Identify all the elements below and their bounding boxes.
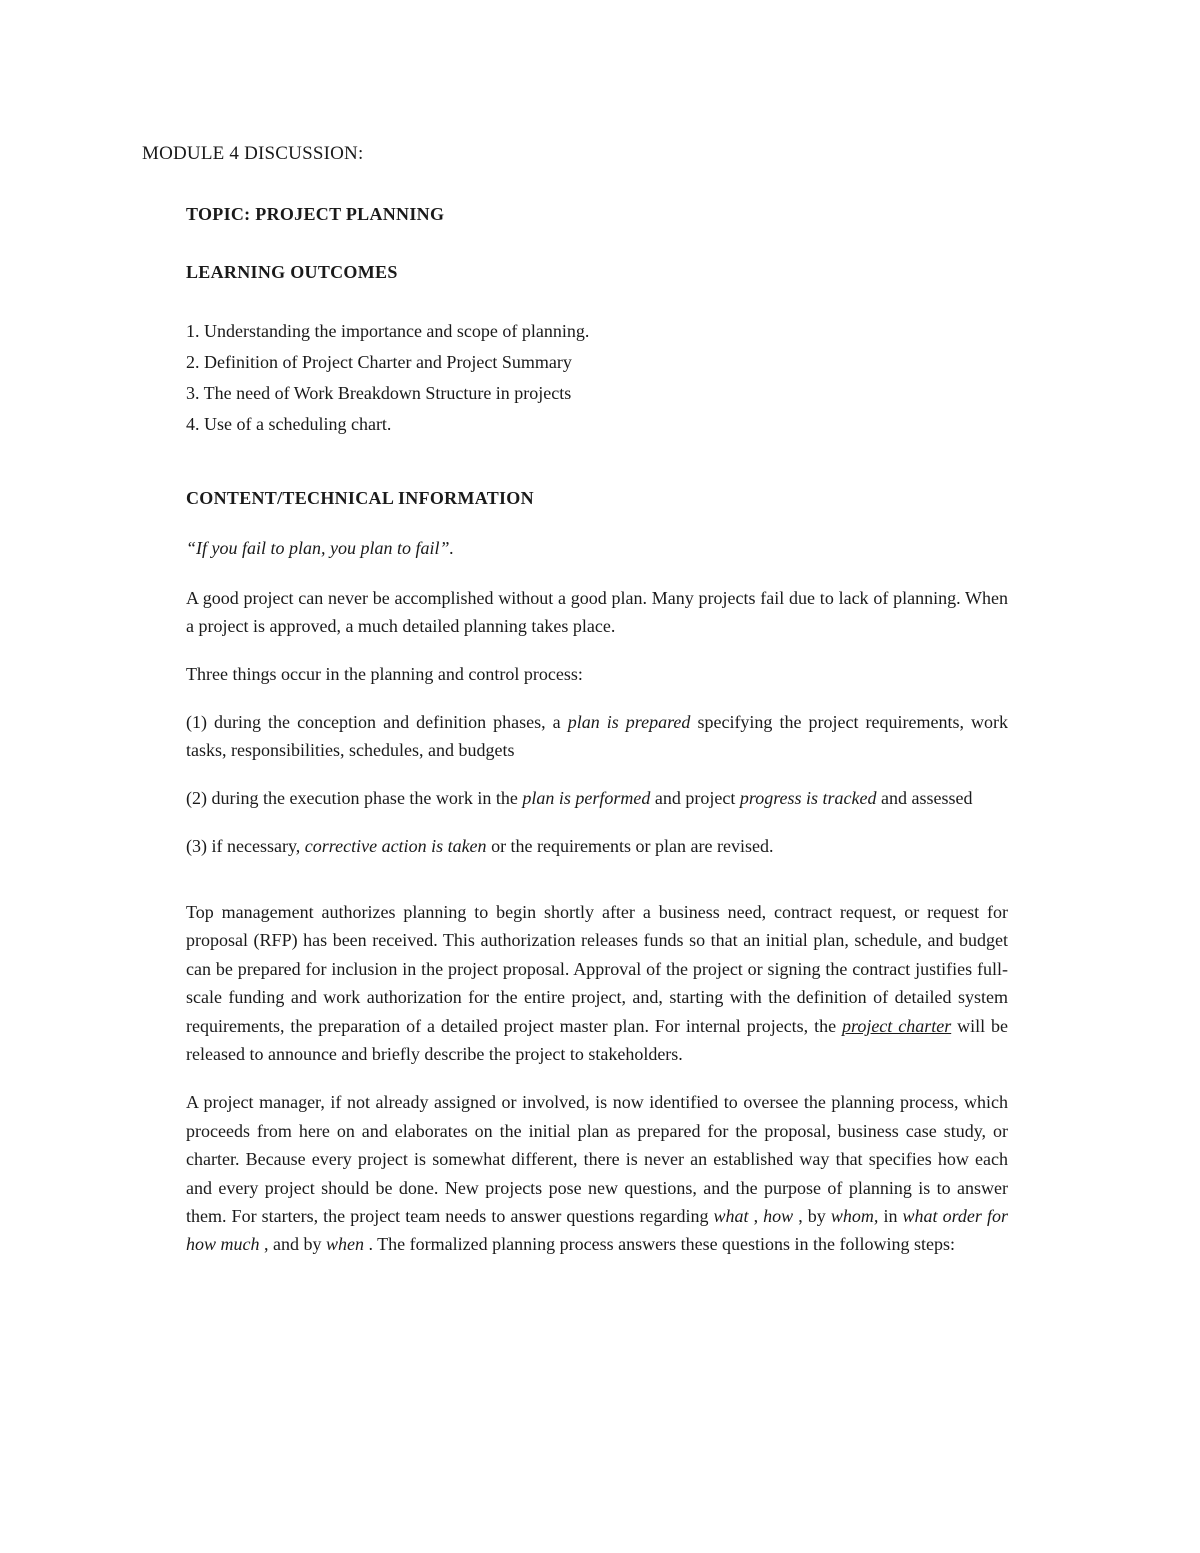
quote: “If you fail to plan, you plan to fail”. bbox=[186, 538, 455, 558]
process-item-1 bbox=[186, 708, 1008, 764]
emphasis-when: when bbox=[326, 1234, 364, 1255]
learning-outcomes-list bbox=[186, 316, 1008, 440]
emphasis: plan is performed bbox=[522, 788, 651, 808]
process-item-2 bbox=[186, 784, 1008, 812]
text-run: Top management authorizes planning to begin shortly after a business need, contract request, or request for proposal (RFP) has been received. This authorization releases funds so that an initial plan, schedule, and budget can be prepared for inclusion in the project proposal. Approval of the project or signing the contract justifies full-scale funding and work authorization for the entire project, and, starting with the definition of detailed system requirements, the preparation of a detailed project master plan. For internal projects, the bbox=[186, 902, 1008, 1036]
topic-heading: TOPIC: PROJECT PLANNING bbox=[186, 204, 445, 224]
text-run: will be released to announce and briefly describe the project to stakeholders. bbox=[186, 1015, 1008, 1065]
learning-outcomes-heading: LEARNING OUTCOMES bbox=[186, 262, 398, 282]
text-run: and project bbox=[650, 788, 740, 808]
list-item: 3. The need of Work Breakdown Structure in projects bbox=[186, 383, 572, 403]
emphasis-order: what order for how much bbox=[186, 1206, 1008, 1255]
emphasis: progress is tracked bbox=[739, 788, 877, 808]
text-run: , bbox=[748, 1206, 764, 1227]
text-run: . The formalized planning process answers these questions in the following steps: bbox=[364, 1234, 956, 1255]
emphasis-how: how bbox=[763, 1206, 794, 1227]
list-item: 4. Use of a scheduling chart. bbox=[186, 414, 392, 434]
text-run: specifying the project requirements, work tasks, responsibilities, schedules, and budgets bbox=[186, 712, 1008, 760]
emphasis: corrective action is taken bbox=[304, 836, 487, 856]
emphasis-whom: whom, bbox=[830, 1206, 879, 1227]
content-heading: CONTENT/TECHNICAL INFORMATION bbox=[186, 488, 534, 508]
text-run: , and by bbox=[259, 1234, 326, 1255]
list-item: 1. Understanding the importance and scope of planning. bbox=[186, 321, 590, 341]
text-run: or the requirements or plan are revised. bbox=[486, 836, 774, 856]
emphasis-what: what bbox=[713, 1206, 749, 1227]
paragraph-intro: A good project can never be accomplished without a good plan. Many projects fail due to lack of planning. When a project is approved, a much detailed planning takes place. bbox=[186, 588, 1008, 636]
text-run: A project manager, if not already assigned or involved, is now identified to oversee the planning process, which proceeds from here on and elaborates on the initial plan as prepared for the proposal, business case study, or charter. Because every project is somewhat different, there is never an established way that specifies how each and every project should be done. New projects pose new questions, and the purpose of planning is to answer them. For starters, the project team needs to answer questions regarding bbox=[186, 1092, 1008, 1227]
text-run: (2) during the execution phase the work in the bbox=[186, 788, 523, 808]
list-item: 2. Definition of Project Charter and Project Summary bbox=[186, 352, 572, 372]
emphasis: plan is prepared bbox=[567, 712, 691, 732]
text-run: (3) if necessary, bbox=[186, 836, 305, 856]
document-body bbox=[186, 200, 1008, 1279]
text-run: (1) during the conception and definition phases, a bbox=[186, 712, 568, 732]
module-title: MODULE 4 DISCUSSION: bbox=[142, 143, 364, 164]
text-run: , by bbox=[793, 1206, 831, 1227]
paragraph-three-things: Three things occur in the planning and control process: bbox=[186, 664, 583, 684]
paragraph-top-management bbox=[186, 898, 1008, 1068]
process-item-3 bbox=[186, 832, 1008, 860]
text-run: in bbox=[878, 1206, 903, 1227]
paragraph-project-manager bbox=[186, 1088, 1008, 1258]
project-charter-term: project charter bbox=[841, 1015, 952, 1036]
text-run: and assessed bbox=[876, 788, 973, 808]
